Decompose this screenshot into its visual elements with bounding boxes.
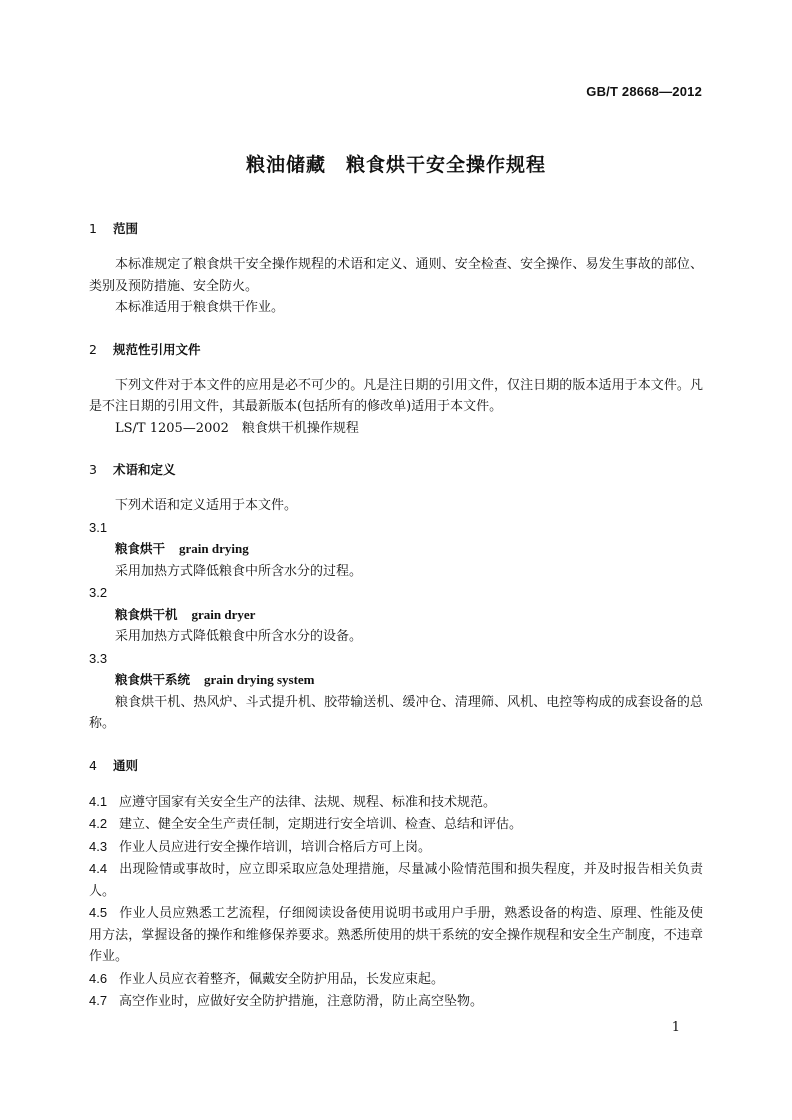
clause-number: 4.5 (89, 905, 108, 920)
clause (89, 836, 703, 859)
term-definition: 粮食烘干机、热风炉、斗式提升机、胶带输送机、缓冲仓、清理筛、风机、电控等构成的成套设备的总称。 (89, 694, 703, 731)
terms-intro: 下列术语和定义适用于本文件。 (115, 498, 298, 513)
clause (89, 968, 703, 991)
term-chinese: 粮食烘干 (115, 541, 166, 556)
section-number: 3 (89, 462, 97, 477)
document-title: 粮油储藏 粮食烘干安全操作规程 (245, 154, 546, 176)
term-chinese: 粮食烘干机 (115, 606, 178, 622)
section-title: 规范性引用文件 (113, 341, 201, 357)
section-heading-general-rules (89, 755, 703, 777)
term-english: grain drying system (204, 672, 315, 687)
references-paragraph: 下列文件对于本文件的应用是必不可少的。凡是注日期的引用文件，仅注日期的版本适用于本文件。凡是不注日期的引用文件，其最新版本(包括所有的修改单)适用于本文件。 (89, 377, 703, 414)
term-definition: 采用加热方式降低粮食中所含水分的过程。 (115, 563, 363, 579)
term-number: 3.1 (89, 519, 108, 535)
section-title: 通则 (113, 757, 139, 773)
section-title: 术语和定义 (113, 462, 176, 477)
clause (89, 990, 703, 1013)
section-heading-scope (89, 218, 703, 240)
clause-number: 4.7 (89, 993, 108, 1008)
term-number: 3.3 (89, 650, 108, 666)
clause-number: 4.3 (89, 838, 108, 854)
scope-paragraph-1: 本标准规定了粮食烘干安全操作规程的术语和定义、通则、安全检查、安全操作、易发生事故的部位、类别及预防措施、安全防火。 (89, 257, 703, 294)
standard-number: GB/T 28668—2012 (586, 84, 702, 99)
section-number: 2 (89, 341, 97, 357)
clause-number: 4.2 (89, 816, 108, 831)
term-number: 3.2 (89, 585, 108, 600)
clause (89, 791, 703, 814)
section-number: 1 (89, 221, 97, 236)
term-name (89, 669, 703, 692)
clause (89, 902, 703, 968)
reference-item: LS/T 1205—2002 粮食烘干机操作规程 (115, 420, 359, 436)
clause-text: 应遵守国家有关安全生产的法律、法规、规程、标准和技术规范。 (119, 794, 497, 810)
section-heading-terms (89, 459, 703, 481)
section-number: 4 (89, 757, 97, 773)
term-english: grain drying (179, 541, 249, 556)
section-title: 范围 (113, 221, 139, 236)
scope-paragraph-2: 本标准适用于粮食烘干作业。 (115, 300, 285, 315)
clause-text: 作业人员应进行安全操作培训，培训合格后方可上岗。 (119, 839, 432, 855)
term-name (89, 538, 703, 561)
clause-text: 作业人员应熟悉工艺流程，仔细阅读设备使用说明书或用户手册，熟悉设备的构造、原理、性能及使用方法，掌握设备的操作和维修保养要求。熟悉所使用的烘干系统的安全操作规程和安全生产制度，不违章作业。 (89, 906, 703, 964)
clause (89, 813, 703, 836)
clause-text: 建立、健全安全生产责任制，定期进行安全培训、检查、总结和评估。 (119, 817, 523, 832)
clause-text: 作业人员应衣着整齐，佩戴安全防护用品，长发应束起。 (119, 971, 445, 987)
term-english: grain dryer (191, 606, 256, 622)
section-heading-normative-references (89, 339, 703, 361)
clause-number: 4.1 (89, 793, 108, 809)
page-number: 1 (671, 1020, 680, 1035)
clause-number: 4.6 (89, 970, 108, 986)
term-name (89, 604, 703, 627)
clause (89, 858, 703, 902)
clause-text: 出现险情或事故时，应立即采取应急处理措施，尽量减小险情范围和损失程度，并及时报告相关负责人。 (89, 862, 703, 899)
clause-text: 高空作业时，应做好安全防护措施，注意防滑，防止高空坠物。 (119, 994, 484, 1009)
term-chinese: 粮食烘干系统 (115, 672, 191, 687)
clause-number: 4.4 (89, 861, 108, 876)
term-definition: 采用加热方式降低粮食中所含水分的设备。 (115, 629, 363, 644)
document-body (89, 218, 703, 1013)
